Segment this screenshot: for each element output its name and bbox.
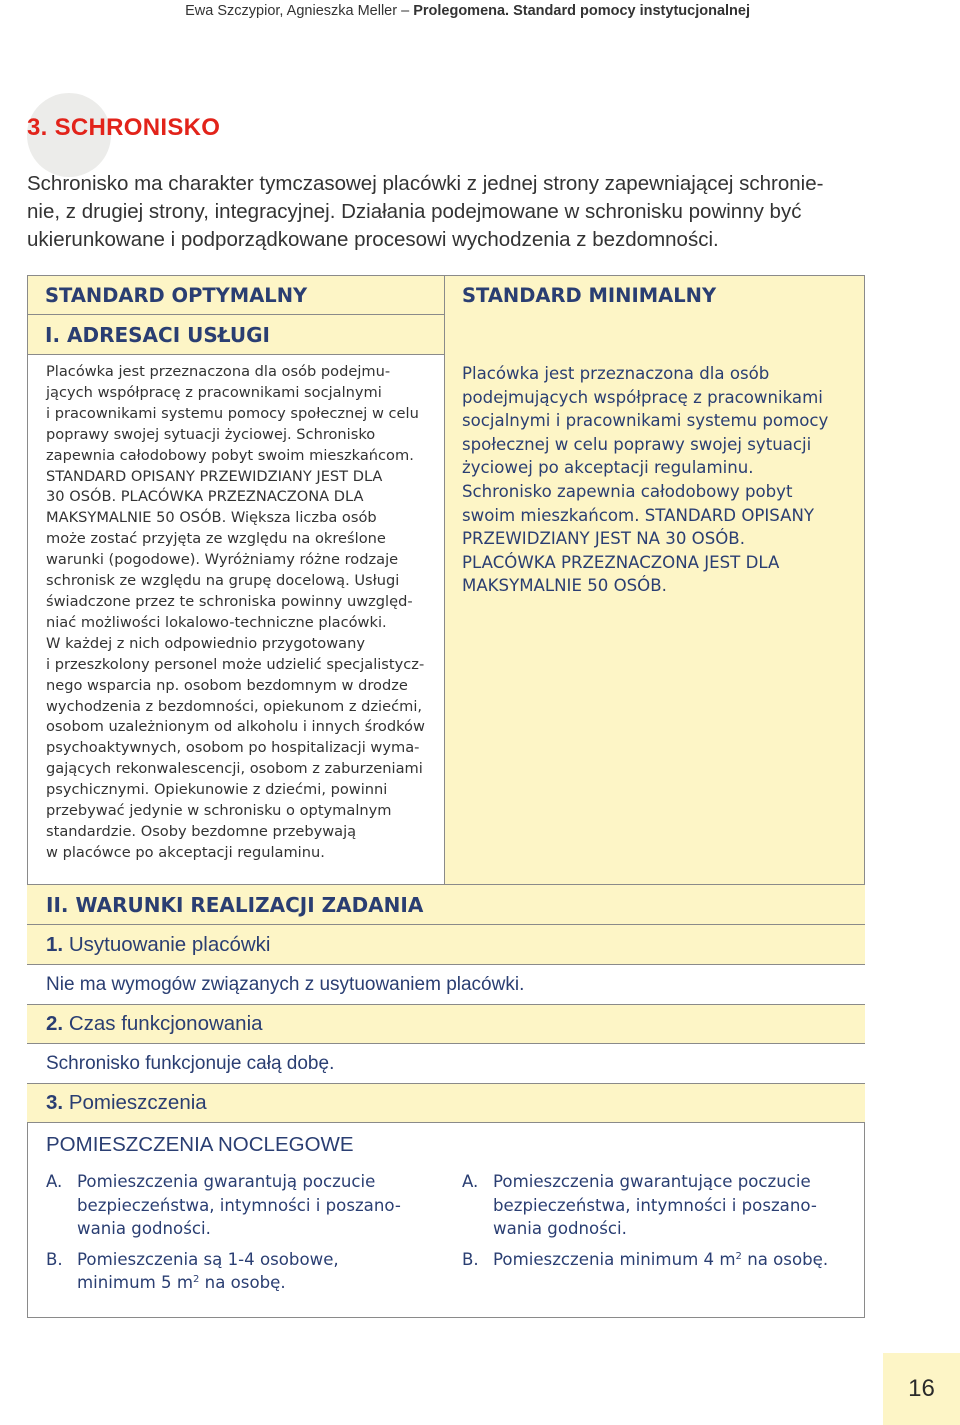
text-line: MAKSYMALNIE 50 OSÓB. Większa liczba osób: [46, 509, 377, 527]
section-intro: [27, 170, 872, 254]
text-line: niać możliwości lokalowo-techniczne placówki.: [46, 613, 387, 631]
text-line: świadczone przez te schroniska powinny uwzględ-: [46, 592, 413, 610]
minimal-rooms-list: [462, 1170, 862, 1278]
item-line: [493, 1248, 828, 1272]
item-label: A.: [46, 1172, 63, 1191]
part1-header: I. ADRESACI USŁUGI: [27, 314, 445, 355]
text-line: 30 OSÓB. PLACÓWKA PRZEZNACZONA DLA: [46, 488, 364, 506]
optimal-standard-header: STANDARD OPTYMALNY: [27, 275, 445, 315]
minimal-recipients-text: [462, 362, 852, 598]
subsection-number: 3.: [46, 1091, 64, 1114]
subsection-hours: [27, 1005, 865, 1044]
text-line: PLACÓWKA PRZEZNACZONA JEST DLA: [462, 552, 780, 572]
item-text: minimum 5 m: [77, 1273, 194, 1292]
section-title: 3. SCHRONISKO: [27, 114, 221, 141]
optimal-rooms-list: [46, 1170, 446, 1302]
text-line: społecznej w celu poprawy swojej sytuacji: [462, 434, 812, 454]
hours-text: Schronisko funkcjonuje całą dobę.: [27, 1044, 865, 1084]
text-line: i przeszkolony personel może udzielić specjalistycz-: [46, 655, 425, 673]
text-line: psychoaktywnych, osobom po hospitalizacji wyma-: [46, 739, 420, 757]
running-header: [0, 0, 750, 22]
header-authors: Ewa Szczypior, Agnieszka Meller –: [185, 3, 410, 19]
text-line: poprawy swojej sytuacji życiowej. Schronisko: [46, 425, 376, 443]
text-line: przebywać jedynie w schronisku o optymalnym: [46, 802, 392, 820]
item-line: Pomieszczenia gwarantujące poczucie: [493, 1172, 811, 1191]
list-item: [462, 1170, 862, 1241]
text-line: swoim mieszkańcom. STANDARD OPISANY: [462, 505, 815, 525]
subsection-number: 1.: [46, 932, 64, 956]
text-line: PRZEWIDZIANY JEST NA 30 OSÓB.: [462, 529, 745, 549]
part2-header: II. WARUNKI REALIZACJI ZADANIA: [27, 884, 865, 925]
item-line: Pomieszczenia są 1-4 osobowe,: [77, 1249, 339, 1269]
superscript: 2: [735, 1250, 742, 1262]
header-title: Prolegomena. Standard pomocy instytucjonalnej: [413, 3, 750, 19]
text-line: zapewnia całodobowy pobyt swoim mieszkańcom.: [46, 446, 414, 464]
item-text: na osobę.: [199, 1273, 286, 1292]
list-item: [46, 1248, 446, 1295]
item-line: bezpieczeństwa, intymności i poszano-: [493, 1195, 817, 1215]
item-line: [77, 1271, 339, 1295]
text-line: standardzie. Osoby bezdomne przebywają: [46, 822, 357, 840]
subsection-number: 2.: [46, 1012, 64, 1035]
text-line: wychodzenia z bezdomności, opiekunom z dziećmi,: [46, 697, 423, 715]
text-line: może zostać przyjęta ze względu na określone: [46, 530, 386, 548]
text-line: MAKSYMALNIE 50 OSÓB.: [462, 576, 667, 596]
text-line: warunki (pogodowe). Wyróżniamy różne rodzaje: [46, 551, 399, 569]
list-item: [462, 1248, 862, 1272]
text-line: nego wsparcia np. osobom bezdomnym w drodze: [46, 676, 408, 694]
subsection-label: Czas funkcjonowania: [68, 1012, 263, 1035]
text-line: w placówce po akceptacji regulaminu.: [46, 843, 325, 861]
optimal-recipients-text: [46, 362, 438, 864]
rooms-title: POMIESZCZENIA NOCLEGOWE: [46, 1133, 354, 1156]
minimal-standard-header: STANDARD MINIMALNY: [444, 275, 865, 315]
item-label: B.: [46, 1249, 63, 1269]
text-line: osobom uzależnionym od alkoholu i innych środków: [46, 718, 425, 736]
text-line: Placówka jest przeznaczona dla osób podejmu-: [46, 363, 391, 380]
item-label: A.: [462, 1172, 479, 1191]
text-line: psychicznymi. Opiekunowie z dziećmi, powinni: [46, 781, 388, 799]
text-line: podejmujących współpracę z pracownikami: [462, 387, 823, 407]
item-line: Pomieszczenia gwarantują poczucie: [77, 1172, 376, 1191]
intro-line: nie, z drugiej strony, integracyjnej. Działania podejmowane w schronisku powinny być: [27, 200, 802, 223]
item-line: bezpieczeństwa, intymności i poszano-: [77, 1195, 401, 1215]
item-text: Pomieszczenia minimum 4 m: [493, 1249, 736, 1269]
text-line: Placówka jest przeznaczona dla osób: [462, 364, 770, 383]
subsection-location: [27, 925, 865, 965]
text-line: i pracownikami systemu pomocy społecznej w celu: [46, 404, 419, 422]
intro-line: ukierunkowane i podporządkowane procesowi wychodzenia z bezdomności.: [27, 228, 719, 251]
text-line: jących współpracę z pracownikami socjalnymi: [46, 383, 382, 401]
text-line: STANDARD OPISANY PRZEWIDZIANY JEST DLA: [46, 467, 383, 485]
text-line: socjalnymi i pracownikami systemu pomocy: [462, 411, 829, 431]
intro-line: Schronisko ma charakter tymczasowej placówki z jednej strony zapewniającej schronie-: [27, 172, 824, 195]
subsection-label: Pomieszczenia: [68, 1091, 207, 1114]
subsection-label: Usytuowanie placówki: [68, 932, 271, 956]
item-label: B.: [462, 1249, 479, 1269]
page-number: 16: [883, 1353, 960, 1425]
location-text: Nie ma wymogów związanych z usytuowaniem placówki.: [27, 965, 865, 1005]
text-line: schronisk ze względu na grupę docelową. Usługi: [46, 572, 400, 590]
item-line: wania godności.: [77, 1219, 211, 1238]
superscript: 2: [193, 1274, 200, 1285]
text-line: gających rekonwalescencji, osobom z zaburzeniami: [46, 760, 423, 778]
item-text: na osobę.: [741, 1249, 829, 1269]
text-line: Schronisko zapewnia całodobowy pobyt: [462, 481, 793, 501]
item-line: wania godności.: [493, 1219, 627, 1238]
text-line: W każdej z nich odpowiednio przygotowany: [46, 634, 365, 652]
subsection-rooms: [27, 1084, 865, 1123]
text-line: życiowej po akceptacji regulaminu.: [462, 458, 754, 478]
list-item: [46, 1170, 446, 1241]
